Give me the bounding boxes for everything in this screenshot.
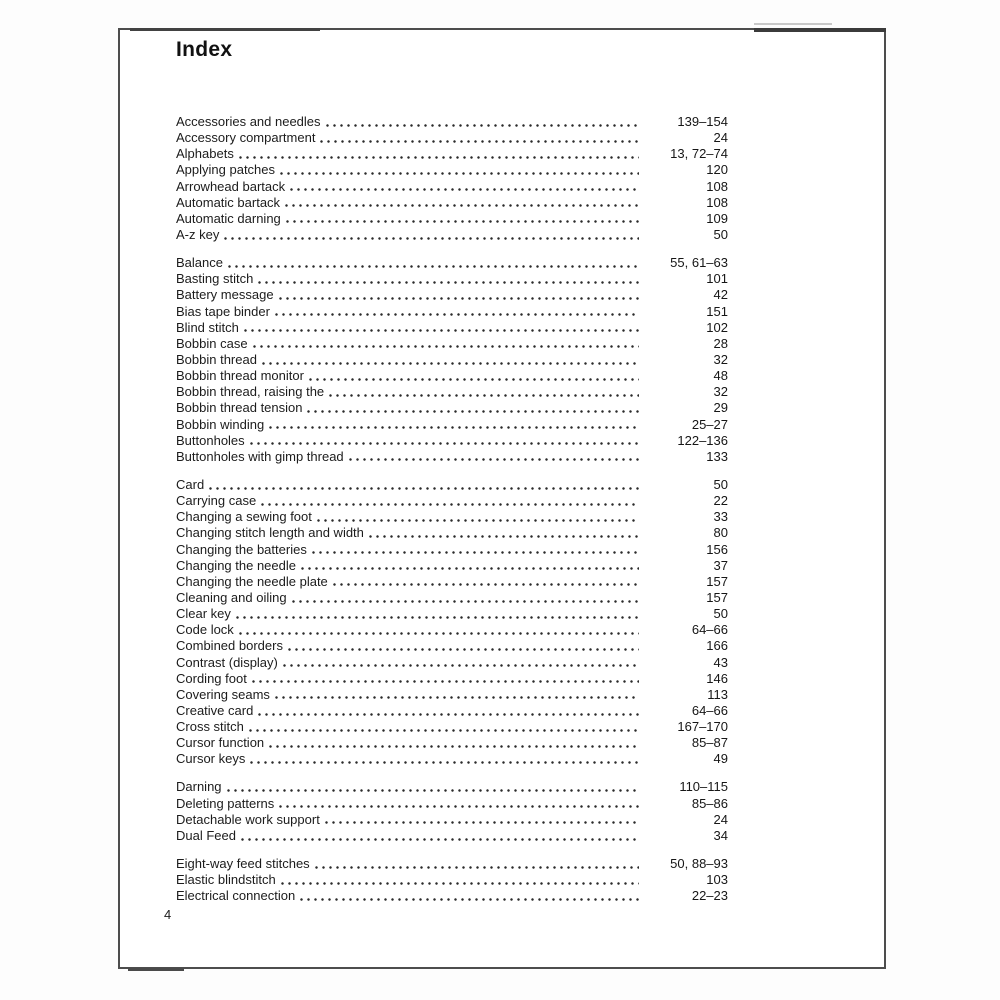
index-entry [176, 574, 728, 590]
entry-pages: 50 [713, 606, 728, 622]
entry-label: Applying patches [176, 162, 276, 178]
dot-leader [272, 687, 639, 703]
entry-pages: 102 [706, 319, 728, 335]
dot-leader [277, 162, 639, 178]
index-section [176, 477, 728, 768]
index-entry [176, 687, 728, 703]
page-frame [118, 28, 886, 969]
dot-leader [317, 130, 639, 146]
entry-label: Creative card [176, 702, 254, 718]
entry-pages: 48 [713, 368, 728, 384]
index-entry [176, 384, 728, 400]
index-entry [176, 493, 728, 509]
index-section [176, 255, 728, 465]
scan-artifact-top-smudge [754, 23, 832, 25]
index-entry [176, 304, 728, 320]
scan-artifact-bottom-left [128, 968, 184, 971]
index-entry [176, 162, 728, 178]
dot-leader [280, 655, 639, 671]
index-entry [176, 195, 728, 211]
dot-leader [238, 828, 639, 844]
entry-label: Deleting patterns [176, 795, 275, 811]
entry-pages: 110–115 [679, 779, 728, 795]
index-entry [176, 255, 728, 271]
entry-pages: 33 [713, 509, 728, 525]
entry-pages: 157 [706, 573, 728, 589]
index-entry [176, 336, 728, 352]
entry-label: Bobbin thread tension [176, 400, 303, 416]
index-entry [176, 368, 728, 384]
dot-leader [225, 255, 639, 271]
dot-leader [306, 368, 639, 384]
entry-label: Card [176, 476, 205, 492]
entry-pages: 108 [706, 194, 728, 210]
entry-pages: 22–23 [691, 888, 728, 904]
dot-leader [330, 574, 639, 590]
entry-pages: 133 [706, 448, 728, 464]
entry-label: Elastic blindstitch [176, 872, 276, 888]
dot-leader [346, 449, 639, 465]
entry-label: Clear key [176, 606, 231, 622]
index-entry [176, 271, 728, 287]
index-list [176, 114, 728, 904]
index-entry [176, 872, 728, 888]
index-entry [176, 703, 728, 719]
entry-label: Electrical connection [176, 888, 296, 904]
entry-pages: 151 [706, 303, 728, 319]
dot-leader [255, 703, 639, 719]
entry-label: Blind stitch [176, 319, 239, 335]
index-entry [176, 417, 728, 433]
dot-leader [289, 590, 639, 606]
index-entry [176, 779, 728, 795]
index-entry [176, 146, 728, 162]
entry-pages: 50 [713, 226, 728, 242]
entry-pages: 139–154 [677, 114, 728, 129]
index-entry [176, 449, 728, 465]
entry-label: Arrowhead bartack [176, 178, 286, 194]
index-entry [176, 751, 728, 767]
entry-label: Bobbin thread, raising the [176, 384, 325, 400]
dot-leader [287, 179, 639, 195]
entry-label: Changing stitch length and width [176, 525, 364, 541]
entry-label: Changing the batteries [176, 541, 307, 557]
dot-leader [276, 796, 639, 812]
entry-label: Accessory compartment [176, 130, 316, 146]
index-section [176, 856, 728, 904]
entry-pages: 64–66 [691, 702, 728, 718]
index-entry [176, 400, 728, 416]
entry-label: Changing the needle plate [176, 573, 328, 589]
entry-pages: 156 [706, 541, 728, 557]
entry-label: Buttonholes [176, 432, 245, 448]
entry-label: Contrast (display) [176, 654, 278, 670]
scan-artifact-top-right [754, 28, 886, 32]
index-entry [176, 590, 728, 606]
index-entry [176, 828, 728, 844]
entry-label: Changing a sewing foot [176, 509, 312, 525]
dot-leader [206, 477, 639, 493]
entry-pages: 29 [713, 400, 728, 416]
dot-leader [250, 336, 639, 352]
entry-label: Automatic darning [176, 210, 281, 226]
page-number: 4 [164, 907, 172, 923]
dot-leader [266, 735, 639, 751]
entry-pages: 167–170 [677, 719, 728, 735]
entry-pages: 43 [713, 654, 728, 670]
dot-leader [285, 638, 639, 654]
page-title: Index [176, 38, 233, 61]
entry-pages: 157 [706, 589, 728, 605]
index-entry [176, 211, 728, 227]
entry-label: Cursor function [176, 735, 265, 751]
entry-label: Battery message [176, 287, 274, 303]
entry-label: Balance [176, 255, 223, 271]
entry-pages: 101 [706, 271, 728, 287]
entry-label: Eight-way feed stitches [176, 856, 310, 872]
entry-pages: 85–86 [691, 795, 728, 811]
entry-pages: 32 [713, 351, 728, 367]
entry-label: Cording foot [176, 670, 247, 686]
entry-label: Covering seams [176, 686, 270, 702]
entry-label: Basting stitch [176, 271, 254, 287]
entry-label: Accessories and needles [176, 114, 321, 129]
dot-leader [314, 509, 639, 525]
entry-label: Combined borders [176, 638, 283, 654]
entry-pages: 108 [706, 178, 728, 194]
index-entry [176, 287, 728, 303]
index-entry [176, 888, 728, 904]
entry-pages: 49 [713, 751, 728, 767]
index-entry [176, 719, 728, 735]
entry-label: Bias tape binder [176, 303, 270, 319]
dot-leader [304, 400, 639, 416]
entry-label: Buttonholes with gimp thread [176, 448, 344, 464]
entry-pages: 34 [713, 827, 728, 843]
index-entry [176, 433, 728, 449]
entry-pages: 50 [713, 476, 728, 492]
entry-label: Cursor keys [176, 751, 246, 767]
dot-leader [326, 384, 639, 400]
index-entry [176, 477, 728, 493]
entry-pages: 103 [706, 872, 728, 888]
entry-pages: 166 [706, 638, 728, 654]
index-entry [176, 179, 728, 195]
dot-leader [323, 114, 639, 130]
entry-pages: 55, 61–63 [670, 255, 728, 271]
dot-leader [247, 751, 639, 767]
entry-pages: 85–87 [691, 735, 728, 751]
entry-pages: 13, 72–74 [670, 146, 728, 162]
dot-leader [233, 606, 639, 622]
entry-label: Bobbin winding [176, 416, 265, 432]
entry-pages: 22 [713, 493, 728, 509]
index-entry [176, 320, 728, 336]
index-entry [176, 655, 728, 671]
dot-leader [322, 812, 639, 828]
entry-label: Dual Feed [176, 827, 236, 843]
dot-leader [282, 195, 639, 211]
dot-leader [236, 622, 639, 638]
dot-leader [266, 417, 639, 433]
dot-leader [283, 211, 639, 227]
entry-label: Bobbin case [176, 335, 248, 351]
index-entry [176, 606, 728, 622]
dot-leader [255, 271, 639, 287]
entry-label: Cross stitch [176, 719, 244, 735]
dot-leader [259, 352, 639, 368]
entry-pages: 122–136 [677, 432, 728, 448]
index-entry [176, 638, 728, 654]
dot-leader [272, 304, 639, 320]
index-entry [176, 542, 728, 558]
entry-pages: 32 [713, 384, 728, 400]
entry-pages: 24 [713, 811, 728, 827]
dot-leader [249, 671, 639, 687]
index-entry [176, 856, 728, 872]
entry-label: A-z key [176, 226, 220, 242]
entry-pages: 113 [707, 686, 728, 702]
dot-leader [276, 287, 639, 303]
dot-leader [366, 525, 639, 541]
dot-leader [246, 719, 639, 735]
dot-leader [241, 320, 639, 336]
dot-leader [278, 872, 639, 888]
dot-leader [247, 433, 639, 449]
entry-pages: 109 [706, 210, 728, 226]
dot-leader [312, 856, 639, 872]
index-entry [176, 525, 728, 541]
entry-label: Alphabets [176, 146, 234, 162]
index-entry [176, 352, 728, 368]
dot-leader [297, 888, 639, 904]
dot-leader [236, 146, 639, 162]
index-entry [176, 558, 728, 574]
index-entry [176, 227, 728, 243]
dot-leader [258, 493, 639, 509]
entry-label: Carrying case [176, 493, 257, 509]
entry-label: Bobbin thread [176, 351, 257, 367]
index-entry [176, 671, 728, 687]
entry-label: Changing the needle [176, 557, 296, 573]
index-entry [176, 622, 728, 638]
entry-pages: 24 [713, 130, 728, 146]
entry-label: Detachable work support [176, 811, 320, 827]
entry-pages: 42 [713, 287, 728, 303]
entry-label: Code lock [176, 622, 234, 638]
entry-pages: 50, 88–93 [670, 856, 728, 872]
entry-label: Cleaning and oiling [176, 589, 287, 605]
index-entry [176, 812, 728, 828]
entry-pages: 28 [713, 335, 728, 351]
entry-pages: 25–27 [691, 416, 728, 432]
entry-pages: 64–66 [691, 622, 728, 638]
dot-leader [224, 779, 639, 795]
index-section [176, 779, 728, 844]
entry-pages: 146 [706, 670, 728, 686]
index-entry [176, 735, 728, 751]
index-entry [176, 509, 728, 525]
entry-pages: 120 [706, 162, 728, 178]
index-entry [176, 796, 728, 812]
dot-leader [298, 558, 639, 574]
entry-label: Darning [176, 779, 222, 795]
dot-leader [309, 542, 639, 558]
entry-pages: 37 [713, 557, 728, 573]
index-section [176, 114, 728, 243]
index-entry [176, 130, 728, 146]
index-entry [176, 114, 728, 130]
entry-pages: 80 [713, 525, 728, 541]
scan-artifact-top-left [130, 28, 320, 31]
entry-label: Bobbin thread monitor [176, 368, 304, 384]
entry-label: Automatic bartack [176, 194, 281, 210]
dot-leader [221, 227, 639, 243]
